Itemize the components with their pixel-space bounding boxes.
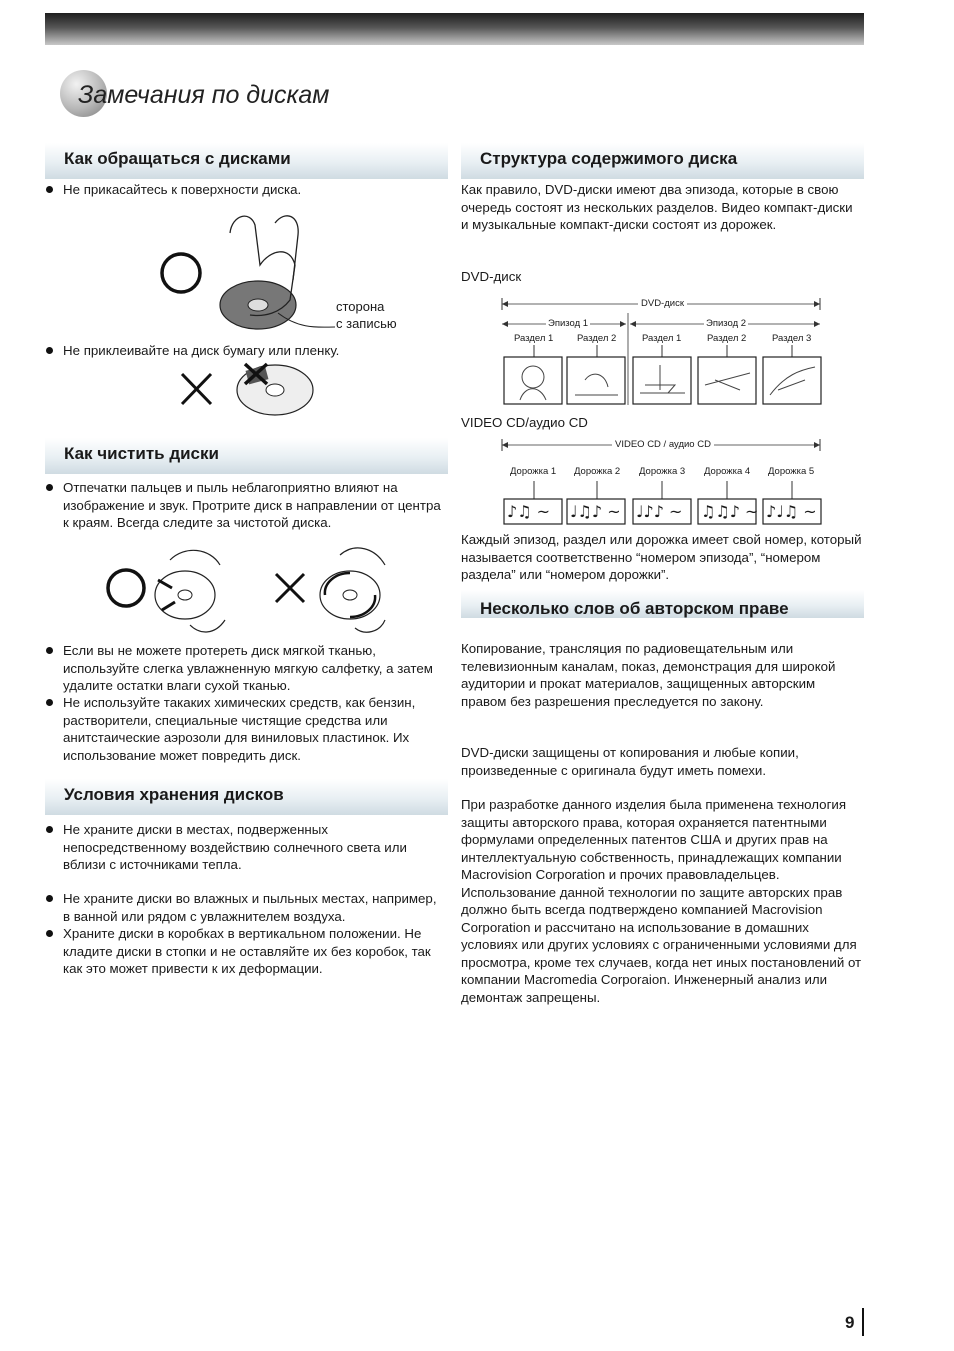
chapter-thumbnail [763,357,821,404]
storage-bullet-2: Не храните диски во влажных и пыльных местах, например, в ванной или рядом с увлажнителем воздуха. [45,890,447,925]
section-heading-cleaning: Как чистить диски [45,438,448,474]
handling-bullet-1: Не прикасайтесь к поверхности диска. [45,181,445,199]
storage-bullet-1: Не храните диски в местах, подверженных непосредственному воздействию солнечного света или вблизи с источниками тепла. [45,821,445,874]
track-label: Дорожка 2 [574,466,621,477]
chapter-label: Раздел 3 [772,333,812,344]
copyright-para-1: Копирование, трансляция по радиовещательным или телевизионным каналам, показ, демонстрация для широкой аудитории и прокат материалов, защищенных авторским правом без разрешения преследуется по закону. [461,641,836,709]
cleaning-bullet-2: Если вы не можете протереть диск мягкой тканью, используйте слегка увлажненную мягкую салфетку, а затем удалите остатки влаги сухой тканью. [45,642,445,695]
track-label: Дорожка 5 [768,466,815,477]
no-sticker-illustration [175,362,320,420]
music-notes-icon: ♫♫♪ ~ [701,502,759,521]
header-bar [45,13,864,45]
page-title: Замечания по дискам [78,81,330,109]
wipe-direction-arrow-icon [158,580,175,610]
vcd-top-label: VIDEO CD / аудио CD [612,439,714,450]
handling-bullet-2: Не приклеивайте на диск бумагу или пленку. [45,342,445,360]
vcd-structure-diagram [500,436,825,526]
disc-icon [155,571,215,619]
music-notes-icon: ♩♪♪ ~ [636,502,683,521]
page-number-divider [862,1308,864,1336]
chapter-label: Раздел 2 [707,333,747,344]
track-label: Дорожка 1 [510,466,557,477]
chapter-thumbnail [504,357,562,404]
section-heading-handling: Как обращаться с дисками [45,143,448,179]
chapter-label: Раздел 2 [577,333,617,344]
disc-cleaning-illustration [100,540,390,638]
storage-bullet-3: Храните диски в коробках в вертикальном положении. Не кладите диски в стопки и не оставляйте их без коробок, так как это может привести к их деформации. [45,925,445,978]
structure-outro: Каждый эпизод, раздел или дорожка имеет свой номер, который называется соответственно “номером эпизода”, “номером раздела” или “номером дорожки”. [461,532,862,582]
disc-icon [320,571,380,619]
chapter-thumbnail [567,357,625,404]
cleaning-bullet-1: Отпечатки пальцев и пыль неблагоприятно влияют на изображение и звук. Протрите диск в направлении от центра к краям. Всегда следите за чистотой диска. [45,479,445,532]
ok-circle-icon [108,570,144,606]
circular-wipe-arrow-icon [325,573,350,595]
copyright-para-2: DVD-диски защищены от копирования и любые копии, произведенные с оригинала будут иметь помехи. [461,745,799,778]
disc-handling-illustration [150,205,340,333]
section-heading-storage: Условия хранения дисков [45,779,448,815]
chapter-label: Раздел 1 [514,333,554,344]
page-number: 9 [845,1313,855,1332]
recording-side-label-2: с записью [336,316,397,331]
structure-intro: Как правило, DVD-диски имеют два эпизода, которые в свою очередь состоят из нескольких разделов. Видео компакт-диски и музыкальные компакт-диски состоят из дорожек. [461,182,853,232]
recording-side-label-1: сторона [336,299,385,314]
music-notes-icon: ♪♩♫ ~ [766,502,817,521]
hand-icon [170,550,225,632]
section-heading-structure: Структура содержимого диска [461,143,864,179]
ok-circle-icon [162,254,200,292]
music-notes-icon: ♪♫ ~ [507,502,551,521]
episode-label: Эпизод 1 [548,318,589,329]
dvd-label: DVD-диск [461,269,522,284]
chapter-label: Раздел 1 [642,333,682,344]
music-notes-icon: ♩♫♪ ~ [570,502,621,521]
dvd-top-label: DVD-диск [638,298,687,309]
cleaning-bullet-3: Не используйте такаких химических средств, как бензин, растворители, специальные чистящие средства или анитстаические аэрозоли для виниловых пластинок. Их использование может повредить диск. [45,694,447,764]
chapter-thumbnail [698,357,756,404]
track-label: Дорожка 3 [639,466,686,477]
chapter-thumbnail [633,357,691,404]
copyright-para-3: При разработке данного изделия была применена технология защиты авторского права, которая охраняется патентными формулами определенных патентов США и других прав на интеллектуальную собственность, принадлежащих компании Macrovision Corporation и прочих правовладельцев. Использование данной технологии по защите авторских прав должно быть всегда подтверждено компанией Macrovision Corporation и рассчитано на использование в домашних условиях или других условиях с ограниченными условиями для просмотра, кроме тех случаев, когда нет иных постановлений от компании Macromedia Corporaion. Инженерный анализ или демонтаж запрещены. [461,797,862,1005]
dvd-structure-diagram [500,295,825,407]
vcd-label: VIDEO CD/аудио CD [461,415,588,430]
track-label: Дорожка 4 [704,466,751,477]
section-heading-copyright: Несколько слов об авторском праве [461,590,864,618]
episode-label: Эпизод 2 [706,318,747,329]
